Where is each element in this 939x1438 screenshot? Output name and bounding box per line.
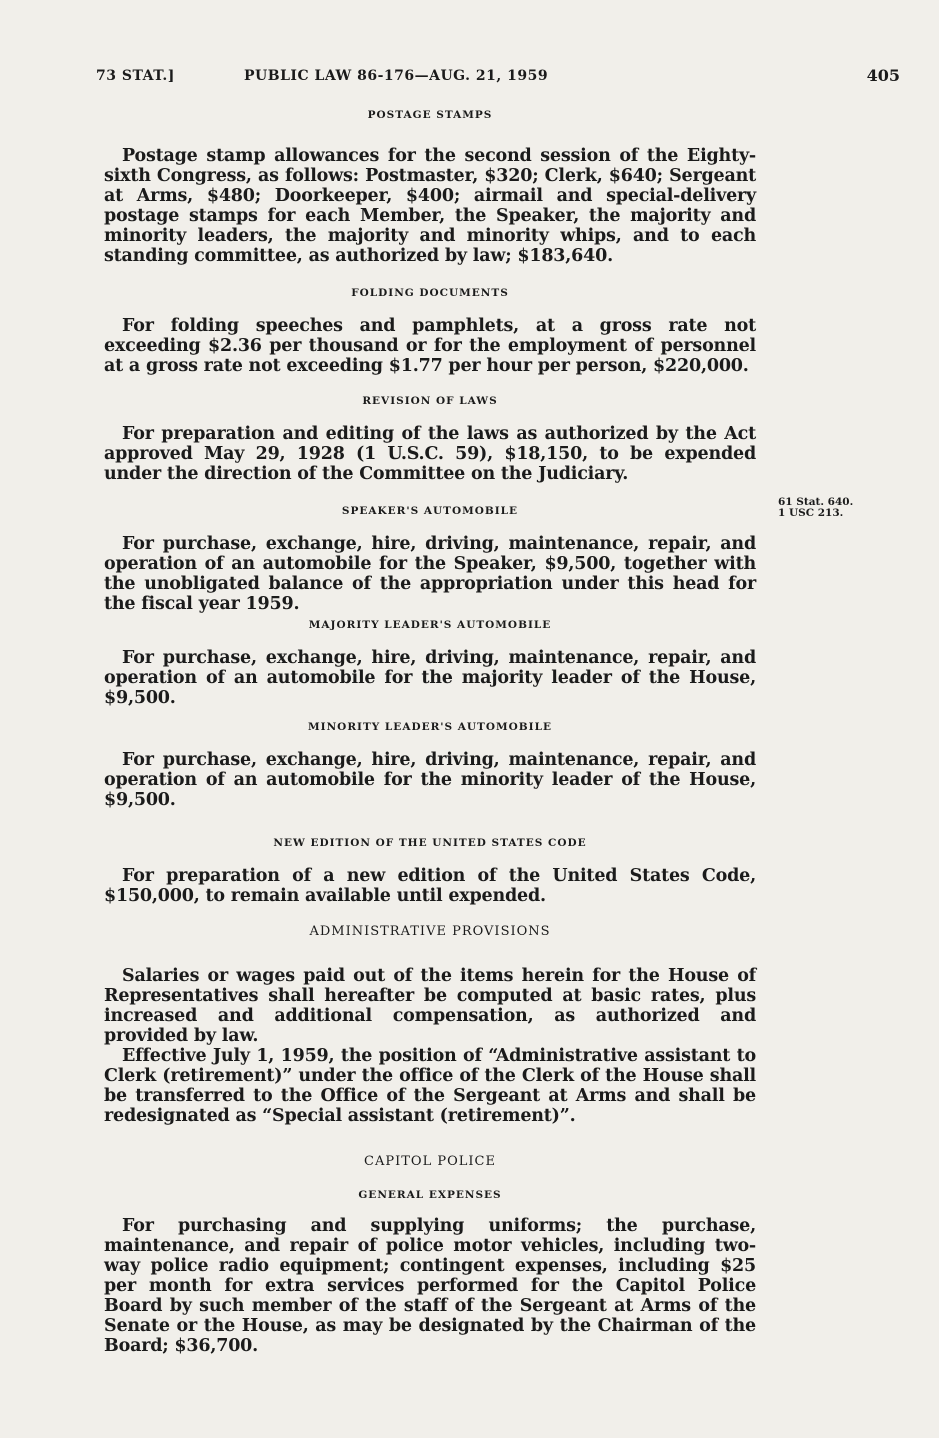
section-heading-capitol-police: CAPITOL POLICE xyxy=(364,1154,496,1169)
volume-reference: 73 STAT.] xyxy=(96,68,175,84)
paragraph-minority-automobile: For purchase, exchange, hire, driving, maintenance, repair, and operation of an automobile for the minority leader of the House, $9,500. xyxy=(104,750,756,810)
section-heading-general-expenses: GENERAL EXPENSES xyxy=(358,1189,502,1201)
section-heading-postage: POSTAGE STAMPS xyxy=(367,109,493,121)
paragraph-administrative-salaries: Salaries or wages paid out of the items herein for the House of Representatives shall hereafter be computed at basic rates, plus increased and additional compensation, as authorized and provided by law. xyxy=(104,966,756,1046)
paragraph-revision: For preparation and editing of the laws as authorized by the Act approved May 29, 1928 (1 U.S.C. 59), $18,150, to be expended under the direction of the Committee on the Judiciary. xyxy=(104,424,756,484)
paragraph-general-expenses: For purchasing and supplying uniforms; the purchase, maintenance, and repair of police motor vehicles, including two-way police radio equipment; contingent expenses, including $25 per month for extra services performed for the Capitol Police Board by such member of the staff of the Sergeant at Arms of the Senate or the House, as may be designated by the Chairman of the Board; $36,700. xyxy=(104,1216,756,1356)
section-heading-folding: FOLDING DOCUMENTS xyxy=(351,287,509,299)
paragraph-administrative-transfer: Effective July 1, 1959, the position of “Administrative assistant to Clerk (retirement)” under the office of the Clerk of the House shall be transferred to the Office of the Sergeant at Arms and shall be redesignated as “Special assistant (retirement)”. xyxy=(104,1046,756,1126)
paragraph-code-edition: For preparation of a new edition of the United States Code, $150,000, to remain available until expended. xyxy=(104,866,756,906)
document-body xyxy=(104,108,756,1356)
margin-citation: 61 Stat. 640. 1 USC 213. xyxy=(778,496,854,519)
section-heading-code-edition: NEW EDITION OF THE UNITED STATES CODE xyxy=(273,837,587,849)
paragraph-postage: Postage stamp allowances for the second session of the Eighty-sixth Congress, as follows: Postmaster, $320; Clerk, $640; Sergeant at Arms, $480; Doorkeeper, $400; airmail and special-delivery postage stamps for each Member, the Speaker, the majority and minority leaders, the majority and minority whips, and to each standing committee, as authorized by law; $183,640. xyxy=(104,146,756,266)
paragraph-majority-automobile: For purchase, exchange, hire, driving, maintenance, repair, and operation of an automobile for the majority leader of the House, $9,500. xyxy=(104,648,756,708)
paragraph-speaker-automobile: For purchase, exchange, hire, driving, maintenance, repair, and operation of an automobile for the Speaker, $9,500, together with the unobligated balance of the appropriation under this head for the fiscal year 1959. xyxy=(104,534,756,614)
paragraph-folding: For folding speeches and pamphlets, at a gross rate not exceeding $2.36 per thousand or for the employment of personnel at a gross rate not exceeding $1.77 per hour per person, $220,000. xyxy=(104,316,756,376)
section-heading-speaker-automobile: SPEAKER'S AUTOMOBILE xyxy=(341,505,519,517)
section-heading-minority-automobile: MINORITY LEADER'S AUTOMOBILE xyxy=(308,721,552,733)
section-heading-revision: REVISION OF LAWS xyxy=(362,395,498,407)
section-heading-majority-automobile: MAJORITY LEADER'S AUTOMOBILE xyxy=(308,619,552,631)
law-title: PUBLIC LAW 86-176—AUG. 21, 1959 xyxy=(244,68,549,84)
page-number: 405 xyxy=(866,66,900,85)
page-header xyxy=(96,66,906,90)
section-heading-administrative: ADMINISTRATIVE PROVISIONS xyxy=(309,924,551,939)
